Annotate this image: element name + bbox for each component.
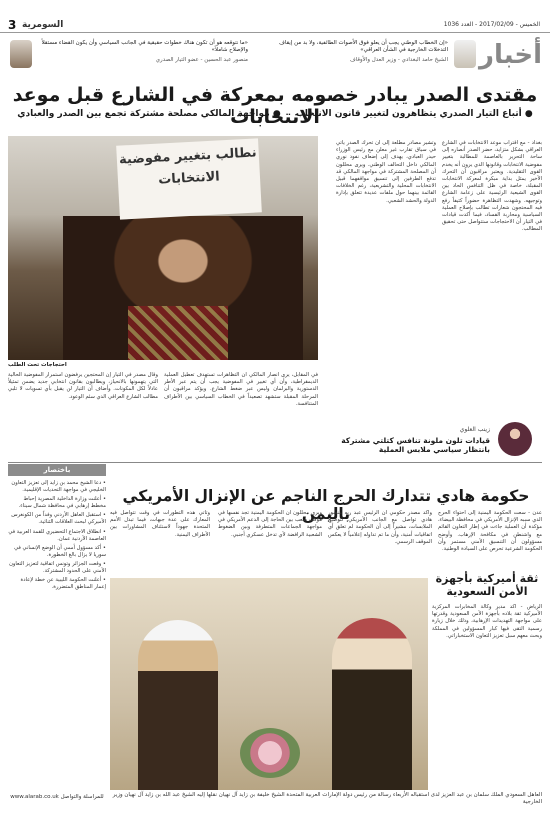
king-figure: [332, 618, 412, 790]
brief-item: • دعا الشيخ محمد بن زايد إلى تعزيز التعاون الخليجي في مواجهة التحديات الإقليمية.: [11, 480, 106, 494]
brief-item: • أعلنت وزارة الداخلية المصرية إحباط مخطط إرهابي في محافظة شمال سيناء.: [18, 496, 106, 510]
quote-right: [266, 36, 476, 78]
subheadline-2: ● مواجهة المالكي مصلحة مشتركة تجمع بين الصدر والعبادي: [17, 109, 281, 119]
side-story-title: ثقة أميركية بأجهزة الأمن السعودية: [435, 572, 539, 598]
author-name: زينب العلوي: [459, 426, 490, 433]
quote-left-text: «ما نتوقعه هو أن تكون هناك خطوات حقيقية في الجانب السياسي وأن يكون القضاء مستقلاً والإصلاح شاملاً»: [41, 40, 248, 53]
article2-column-3: ويرى محللون أن الحكومة اليمنية تجد نفسها في موقف صعب بين الحاجة إلى الدعم الأمريكي في مواجهة الجماعات المتطرفة وبين الضغوط الشعبية الرافضة لأي تدخل عسكري أجنبي.: [218, 510, 322, 538]
protester-scarf: [128, 306, 228, 360]
brand-name: السومرية: [22, 20, 64, 30]
section-divider: [8, 462, 542, 463]
author-portrait: [498, 422, 532, 456]
brief-item: • أعلنت الحكومة الليبية عن خطة لإعادة إعمار المناطق المتضررة.: [20, 577, 106, 591]
article2-column-2: وأكد مصدر حكومي أن الرئيس عبد ربه منصور هادي تواصل مع الجانب الأمريكي لتوضيح الملابسات، مشيراً إلى أن الحكومة لم تعلق أي اتفاقيات أمنية، وأن ما تم تداوله إعلامياً لا يعكس الموقف الرسمي.: [328, 510, 432, 545]
article2-headline: حكومة هادي تتدارك الحرج الناجم عن الإنزال الأمريكي باليمن: [122, 487, 530, 523]
quote-right-author: الشيخ حامد البغدادي - وزير العدل والأوقاف: [350, 57, 448, 63]
main-headline: مقتدى الصدر يبادر خصومه بمعركة في الشارع قبل موعد الانتخابات: [12, 84, 538, 128]
protest-sign: نطالب بتغيير مفوضية الانتخابات: [116, 138, 262, 219]
protest-photo: [8, 136, 318, 360]
article1-column-2: وتشير مصادر مطلعة إلى أن تحرك الصدر يأتي في سياق تقارب غير معلن مع رئيس الوزراء حيدر العبادي، يهدف إلى إضعاف نفوذ نوري المالكي داخل التحالف الوطني. ويرى محللون أن المصلحة المشتركة في مواجهة المالكي قد تدفع الطرفين إلى تنسيق مواقفهما قبيل الانتخابات المحلية والتشريعية، رغم الخلافات القائمة بينهما حول ملفات عديدة تتعلق بإدارة الدولة والحشد الشعبي.: [336, 140, 436, 204]
brief-list: [8, 480, 106, 593]
article1-column-3: وقال مصدر في التيار إن المحتجين يرفضون استمرار المفوضية الحالية التي يتهمونها بالانحياز، ويطالبون بقانون انتخابي جديد يضمن تمثيلاً عادلاً لكل المكونات. وأضاف أن التيار لن يقبل بأي تسويات لا تلبي مطالب الشارع العراقي الذي سئم الوعود.: [8, 372, 158, 400]
issue-date: الخميس - 2017/02/09 - العدد 1036: [443, 21, 540, 28]
quote-left-author: منصور عبد الحسين - عضو التيار الصدري: [155, 57, 248, 63]
article2-column-1: عدن - سعت الحكومة اليمنية إلى احتواء الحرج الذي سببه الإنزال الأمريكي في محافظة البيضاء، مؤكدة أن العملية جاءت في إطار التعاون القائم مع واشنطن في مكافحة الإرهاب. وأوضح مسؤولون أن التنسيق الأمني مستمر وأن الحكومة الشرعية تحرص على السيادة الوطنية.: [438, 510, 542, 553]
quote-right-text: «إن الخطاب الوطني يجب أن يعلو فوق الأصوات الطائفية، ولا بد من إيقاف التدخلات الخارجية في الشأن العراقي»: [279, 40, 448, 53]
quote-right-portrait: [454, 40, 476, 68]
protest-photo-caption: احتجاجات تحت الطلب: [8, 362, 67, 368]
quote-left: [8, 36, 248, 78]
section-title: أخبار: [479, 40, 542, 70]
flower-arrangement: [240, 728, 300, 778]
page-number: 3: [8, 18, 17, 32]
contact-footer: للمراسلة والتواصل www.alarab.co.uk: [10, 794, 104, 800]
quote-left-portrait: [10, 40, 32, 68]
subheadline-1: ● أتباع التيار الصدري يتظاهرون لتغيير قانون الانتخاب: [295, 109, 533, 119]
article2-column-4: وتأتي هذه التطورات في وقت تتواصل فيه المعارك على عدة جبهات، فيما تبذل الأمم المتحدة جهوداً لاستئناف المشاورات بين الأطراف اليمنية.: [110, 510, 210, 538]
brief-item: • وقعت الجزائر وتونس اتفاقية لتعزيز التعاون الأمني على الحدود المشتركة.: [9, 560, 106, 575]
main-subheadline: [8, 109, 542, 119]
brief-item: • استقبل العاهل الأردني وفداً من الكونغرس الأميركي لبحث العلاقات الثنائية.: [11, 512, 106, 526]
author-box: [330, 422, 540, 484]
side-story-text: الرياض - أكد مدير وكالة المخابرات المركزية الأميركية ثقة بلاده بأجهزة الأمن السعودية وقدرتها على مواجهة التهديدات الإرهابية، وذلك خلال زيارة رسمية التقى فيها كبار المسؤولين في المملكة وبحث معهم سبل تعزيز التعاون الاستخباراتي.: [432, 604, 542, 639]
article1-column-4: في المقابل، يرى أنصار المالكي أن التظاهرات تستهدف تعطيل العملية الديمقراطية، وأن أي تغيير في المفوضية يجب أن يتم عبر الأطر الدستورية والبرلمان وليس عبر ضغط الشارع. ويؤكد مراقبون أن المرحلة المقبلة ستشهد تصعيداً في الخطاب السياسي بين الأطراف المتنافسة.: [164, 372, 318, 407]
quotes-strip: [8, 36, 540, 81]
guest-figure: [138, 620, 218, 790]
brief-item: • انطلاق الاجتماع التحضيري للقمة العربية في العاصمة الأردنية عمان.: [8, 528, 106, 542]
author-column-title: قيادات تلون ملونة تنافس كتلتي مشتركة بانتظار سياسي ملابس العملية: [341, 436, 490, 454]
meeting-photo-caption: العاهل السعودي الملك سلمان بن عبد العزيز لدى استقباله الأربعاء رسالة من رئيس دولة الإمارات العربية المتحدة الشيخ خليفة بن زايد آل نهيان نقلها إليه الشيخ عبد الله بن زايد آل نهيان وزير الخارجية: [112, 792, 542, 805]
brief-header: باختصار: [8, 464, 106, 476]
page-header: [0, 18, 550, 33]
meeting-photo: [110, 578, 428, 790]
brief-item: • أكد مسؤول أممي أن الوضع الإنساني في سوريا لا يزال بالغ الخطورة.: [14, 544, 106, 558]
article1-column-1: بغداد - مع اقتراب موعد الانتخابات في الشارع العراقي بشكل متزايد، حضر الصدر أنصاره إلى ساحة التحرير بالعاصمة للمطالبة بتغيير مفوضية الانتخابات وقانونها الذي يرون أنه يخدم القوى التقليدية. ويعتبر مراقبون أن التحرك الأخير يمثل بداية مبكرة لمعركة الانتخابات المقبلة، خاصة في ظل التنافس الحاد بين القوى الشيعية الرئيسية على زعامة الشارع وتوجيهه. وشهدت التظاهرة حضوراً كثيفاً رفع فيه المحتجون شعارات تطالب بإصلاح العملية السياسية ومحاربة الفساد، فيما أكدت قيادات في التيار أن الاحتجاجات ستتواصل حتى تحقيق المطالب.: [442, 140, 542, 233]
